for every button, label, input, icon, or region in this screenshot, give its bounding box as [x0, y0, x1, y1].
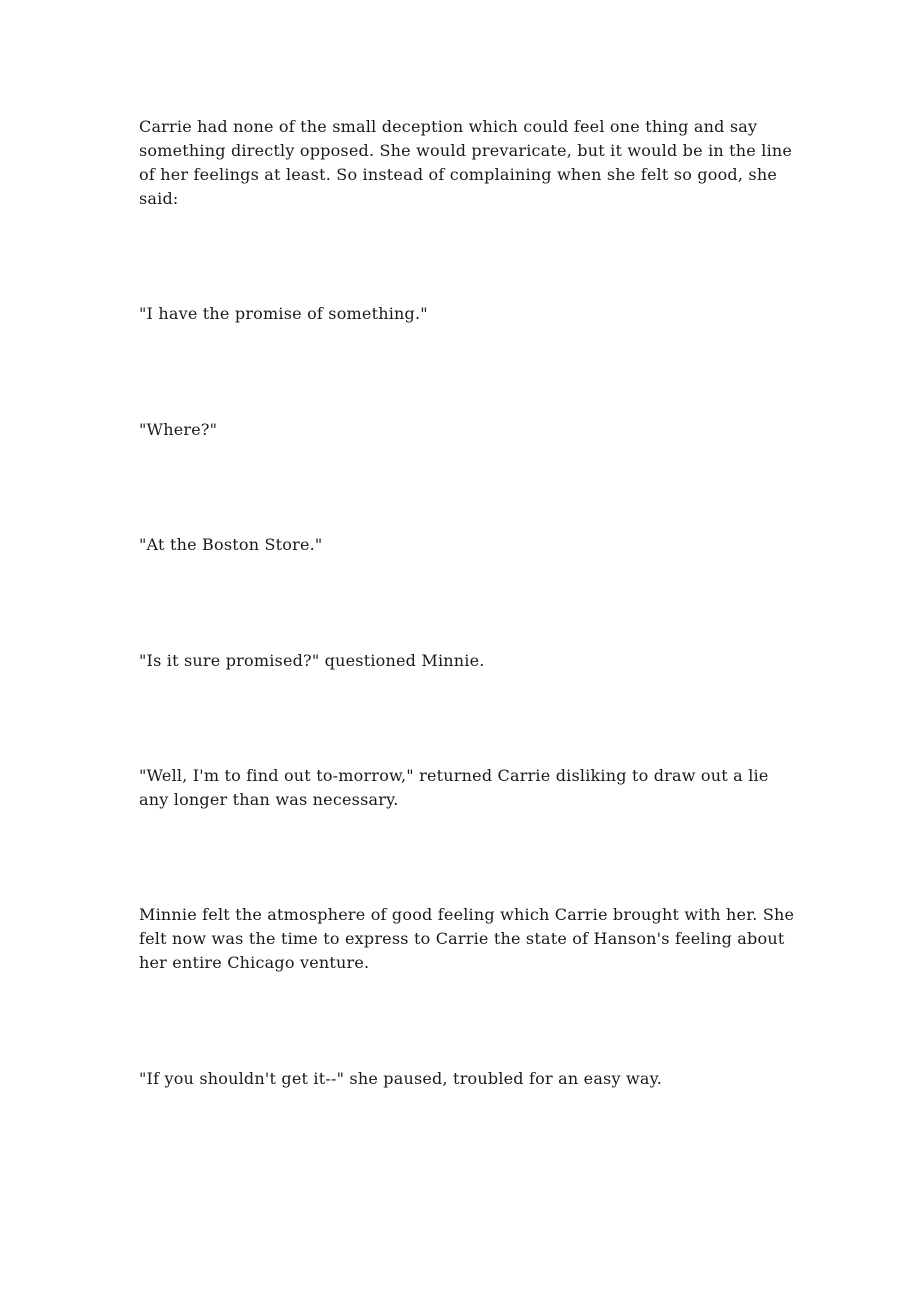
paragraph: Minnie felt the atmosphere of good feeling which Carrie brought with her. She felt now was the time to express to Carrie the state of Hanson's feeling about her entire Chicago venture.: [139, 905, 795, 972]
paragraph: Carrie had none of the small deception which could feel one thing and say something directly opposed. She would prevaricate, but it would be in the line of her feelings at least. So instead of complaining when she felt so good, she said:: [139, 117, 793, 208]
paragraph: "I have the promise of something.": [139, 304, 428, 323]
paragraph: "Where?": [139, 420, 218, 439]
paragraph: "At the Boston Store.": [139, 535, 323, 554]
paragraph: "Is it sure promised?" questioned Minnie.: [139, 651, 485, 670]
paragraph: "Well, I'm to find out to-morrow," returned Carrie disliking to draw out a lie any longer than was necessary.: [139, 766, 769, 809]
paragraph: "If you shouldn't get it--" she paused, troubled for an easy way.: [139, 1069, 663, 1088]
